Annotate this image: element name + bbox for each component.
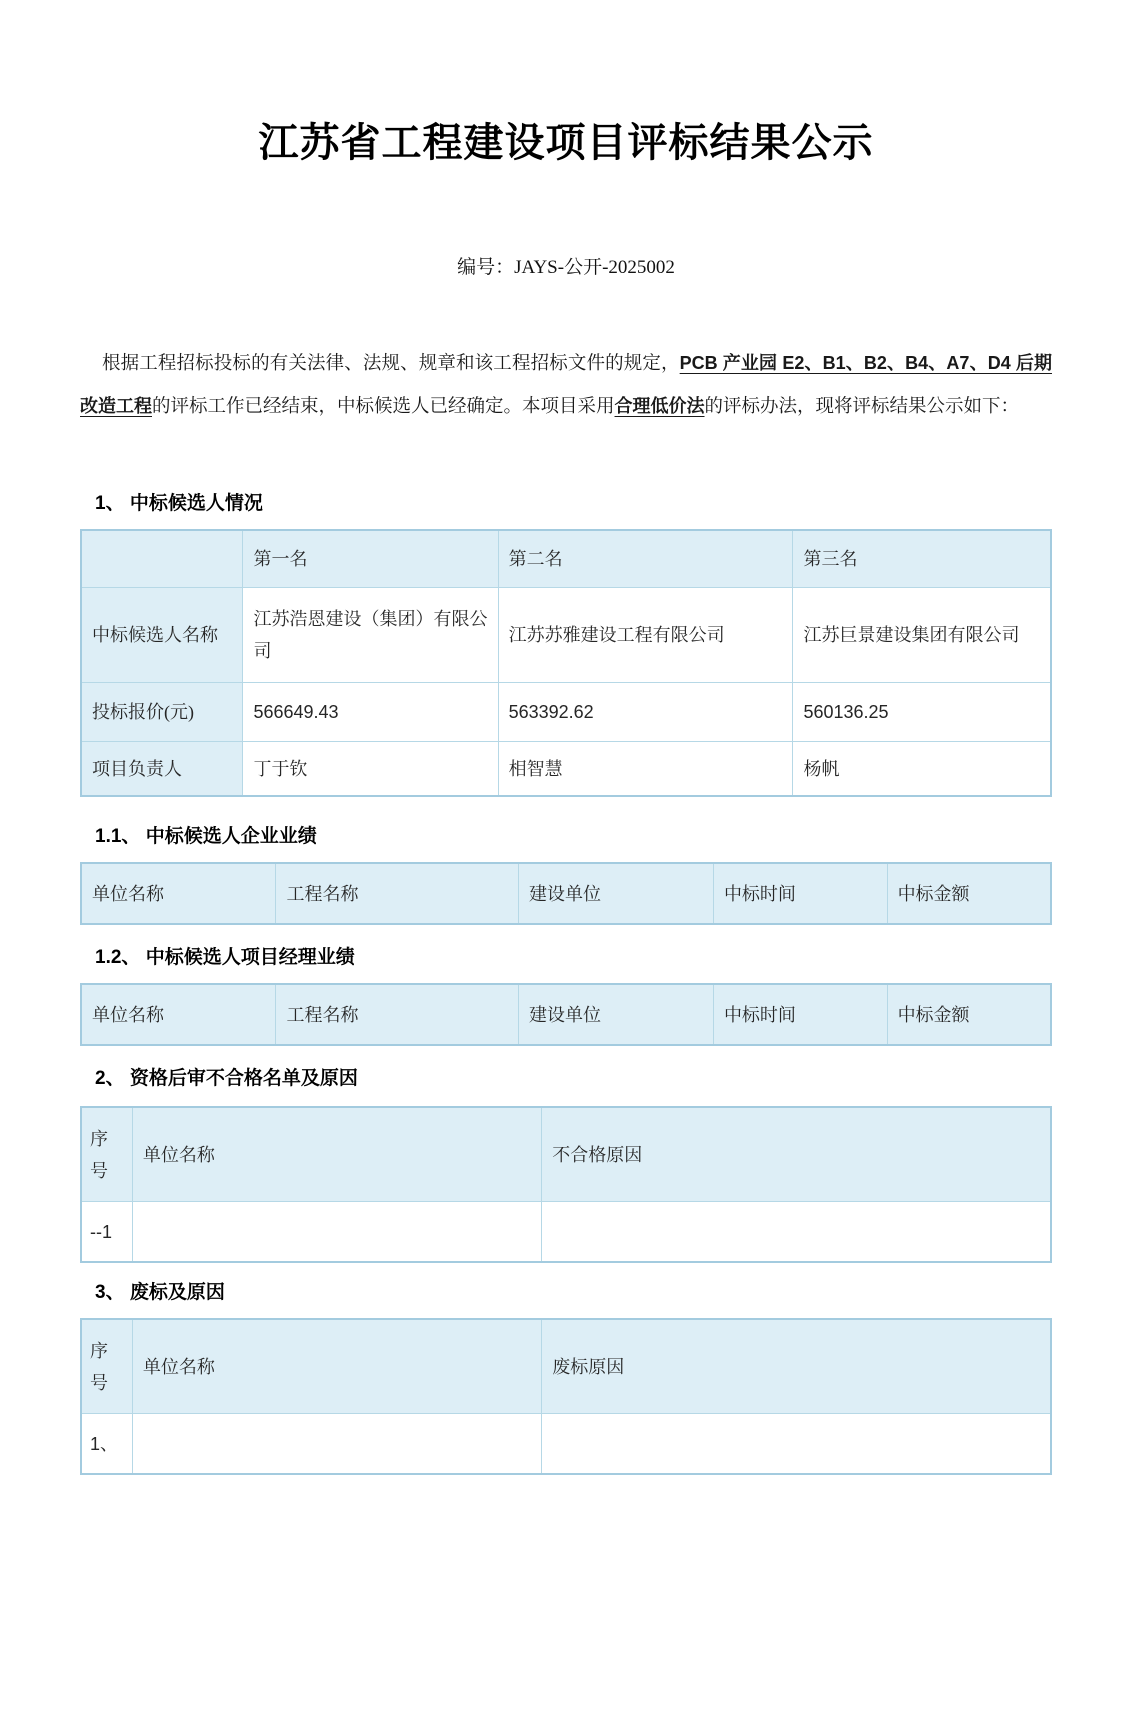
col-header-second-place: 第二名	[498, 530, 793, 588]
candidate-name-1: 江苏浩恩建设（集团）有限公司	[243, 588, 498, 683]
intro-seg-1: 根据工程招标投标的有关法律、法规、规章和该工程招标文件的规定，	[102, 354, 680, 374]
intro-paragraph	[80, 342, 1052, 428]
col-header-award-amount: 中标金额	[887, 863, 1051, 924]
rejected-bids-table	[80, 1318, 1052, 1475]
section-3-heading: 3、 废标及原因	[95, 1282, 225, 1303]
table-header-row	[81, 530, 1051, 588]
col-header-unit-name: 单位名称	[132, 1319, 541, 1414]
candidate-name-2: 江苏苏雅建设工程有限公司	[498, 588, 793, 683]
bid-price-2: 563392.62	[498, 683, 793, 742]
page-title: 江苏省工程建设项目评标结果公示	[258, 120, 874, 165]
serial-no-cell: 1、	[81, 1414, 132, 1475]
table-row	[81, 1414, 1051, 1475]
row-label-bid-price: 投标报价(元)	[81, 683, 243, 742]
manager-performance-table	[80, 983, 1052, 1046]
bid-price-row	[81, 683, 1051, 742]
col-header-project-name: 工程名称	[276, 863, 519, 924]
col-header-award-time: 中标时间	[713, 984, 887, 1045]
doc-number: 编号：JAYS-公开-2025002	[457, 257, 675, 278]
table-header-row	[81, 1319, 1051, 1414]
table-row	[81, 1202, 1051, 1263]
table-header-row	[81, 1107, 1051, 1202]
serial-no-cell: --1	[81, 1202, 132, 1263]
intro-seg-5: 的评标办法，现将评标结果公示如下：	[704, 397, 1020, 417]
unit-name-cell	[132, 1202, 541, 1263]
col-header-first-place: 第一名	[243, 530, 498, 588]
project-manager-row	[81, 742, 1051, 797]
project-manager-1: 丁于钦	[243, 742, 498, 797]
table-header-row	[81, 984, 1051, 1045]
candidate-name-3: 江苏巨景建设集团有限公司	[793, 588, 1051, 683]
corner-cell	[81, 530, 243, 588]
document	[80, 118, 1052, 1475]
col-header-rejection-reason: 废标原因	[542, 1319, 1051, 1414]
col-header-construction-unit: 建设单位	[518, 984, 713, 1045]
col-header-unit-name: 单位名称	[81, 984, 276, 1045]
bid-price-3: 560136.25	[793, 683, 1051, 742]
col-header-serial-no: 序号	[81, 1107, 132, 1202]
row-label-candidate-name: 中标候选人名称	[81, 588, 243, 683]
col-header-unqualified-reason: 不合格原因	[542, 1107, 1051, 1202]
col-header-third-place: 第三名	[793, 530, 1051, 588]
project-manager-3: 杨帆	[793, 742, 1051, 797]
page	[0, 118, 1131, 1718]
table-header-row	[81, 863, 1051, 924]
row-label-project-manager: 项目负责人	[81, 742, 243, 797]
project-name-emphasis: PCB 产业园 E2、B1、B2、B4、A7、D4 后期改造工程	[80, 353, 1052, 416]
col-header-unit-name: 单位名称	[132, 1107, 541, 1202]
col-header-unit-name: 单位名称	[81, 863, 276, 924]
candidates-table	[80, 529, 1052, 797]
reason-cell	[542, 1202, 1051, 1263]
col-header-construction-unit: 建设单位	[518, 863, 713, 924]
intro-seg-3: 的评标工作已经结束，中标候选人已经确定。本项目采用	[152, 397, 615, 417]
bid-price-1: 566649.43	[243, 683, 498, 742]
col-header-serial-no: 序号	[81, 1319, 132, 1414]
section-1-2-heading: 1.2、 中标候选人项目经理业绩	[95, 947, 355, 968]
section-1-heading: 1、 中标候选人情况	[95, 493, 263, 514]
project-manager-2: 相智慧	[498, 742, 793, 797]
col-header-award-time: 中标时间	[713, 863, 887, 924]
unqualified-list-table	[80, 1106, 1052, 1263]
candidate-name-row	[81, 588, 1051, 683]
section-1-1-heading: 1.1、 中标候选人企业业绩	[95, 826, 317, 847]
col-header-award-amount: 中标金额	[887, 984, 1051, 1045]
company-performance-table	[80, 862, 1052, 925]
evaluation-method-emphasis: 合理低价法	[614, 396, 705, 416]
unit-name-cell	[132, 1414, 541, 1475]
reason-cell	[542, 1414, 1051, 1475]
section-2-heading: 2、 资格后审不合格名单及原因	[95, 1068, 358, 1089]
col-header-project-name: 工程名称	[276, 984, 519, 1045]
